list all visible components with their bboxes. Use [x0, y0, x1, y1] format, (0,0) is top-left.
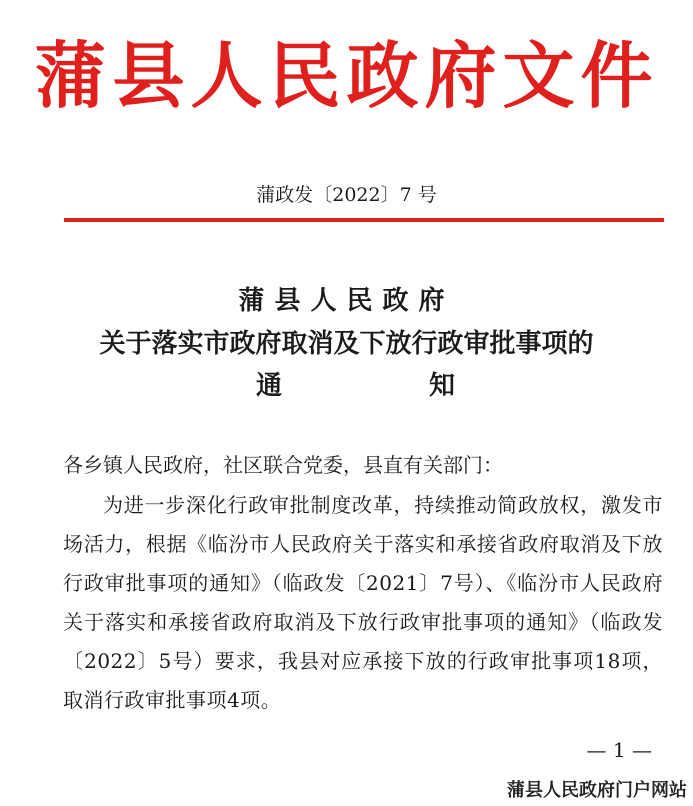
site-watermark: 蒲县人民政府门户网站 [507, 780, 687, 801]
notice-title-subject: 关于落实市政府取消及下放行政审批事项的 [99, 329, 594, 359]
notice-title-word-1: 通 [256, 371, 283, 401]
body-paragraph: 为进一步深化行政审批制度改革，持续推动简政放权，激发市场活力，根据《临汾市人民政府关于落实和承接省政府取消及下放行政审批事项的通知》（临政发〔2021〕7号）、《临汾市人民政府关于落实和承接省政府取消及下放行政审批事项的通知》（临政发〔2022〕5号）要求，我县对应承接下放的行政审批事项18项，取消行政审批事项4项。 [63, 493, 663, 712]
notice-title-issuer: 蒲县人民政府 [238, 286, 455, 316]
page-number: — 1 — [586, 738, 652, 762]
red-separator-line [64, 218, 664, 222]
notice-title-word-2: 知 [429, 371, 456, 401]
document-number: 蒲政发〔2022〕7 号 [256, 184, 437, 206]
document-header-title: 蒲县人民政府文件 [34, 33, 659, 118]
salutation: 各乡镇人民政府，社区联合党委，县直有关部门： [63, 453, 503, 477]
